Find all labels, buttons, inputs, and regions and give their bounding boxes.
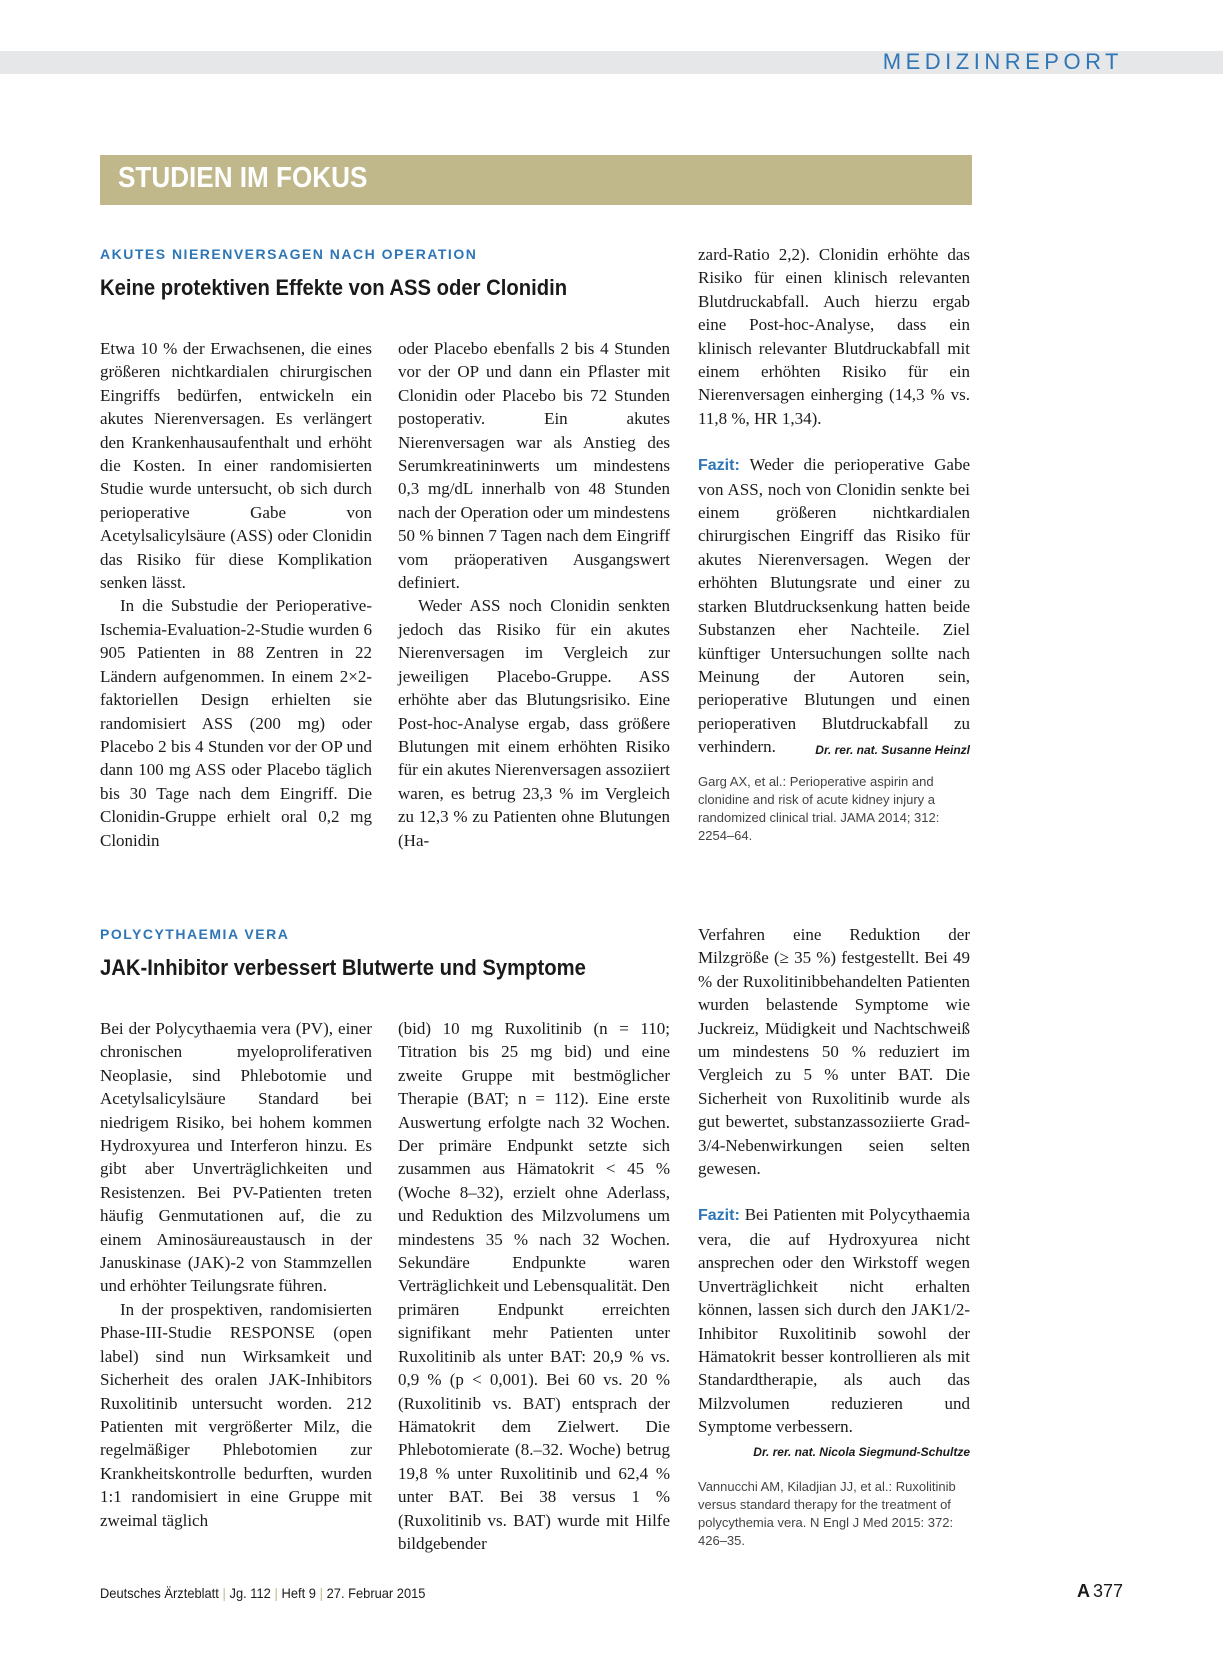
fazit-label: Fazit: xyxy=(698,1207,740,1225)
paragraph: oder Placebo ebenfalls 2 bis 4 Stunden vor der OP und dann ein Pflaster mit Clonidin oder Placebo bis 72 Stunden postoperativ. Ein akutes Nierenversagen war als Anstieg des Serumkreatininwerts um mindestens 0,3 mg/dL innerhalb von 48 Stunden nach der Operation oder um mindestens 50 % binnen 7 Tagen nach dem Eingriff vom präoperativen Ausgangswert definiert. xyxy=(398,339,670,593)
paragraph: (bid) 10 mg Ruxolitinib (n = 110; Titration bis 25 mg bid) und eine zweite Gruppe mit bestmöglicher Therapie (BAT; n = 112). Eine erste Auswertung erfolgte nach 32 Wochen. Der primäre Endpunkt setzte sich zusammen aus Hämatokrit < 45 % (Woche 8–32), erzielt ohne Aderlass, und Reduktion des Milzvolumens um mindestens 35 % nach 32 Wochen. Sekundäre Endpunkte waren Verträglichkeit und Lebensqualität. Den primären Endpunkt erreichten signifikant mehr Patienten unter Ruxolitinib als unter BAT: 20,9 % vs. 0,9 % (p < 0,001). Bei 60 vs. 20 % (Ruxolitinib vs. BAT) entsprach der Hämatokrit dem Zielwert. Die Phlebotomierate (8.–32. Woche) betrug 19,8 % unter Ruxolitinib und 62,4 % unter BAT. Bei 38 versus 1 % (Ruxolitinib vs. BAT) wurde mit Hilfe bildgebender xyxy=(398,1019,670,1553)
paragraph: zard-Ratio 2,2). Clonidin erhöhte das Risiko für einen klinisch relevanten Blutdruckabfall. Auch hierzu ergab eine Post-hoc-Analyse, dass ein klinisch relevanter Blutdruckabfall mit einem erhöhten Risiko für ein Nierenversagen einherging (14,3 % vs. 11,8 %, HR 1,34). xyxy=(698,245,970,428)
fazit-label: Fazit: xyxy=(698,457,740,475)
volume: Jg. 112 xyxy=(229,1585,271,1601)
article2-column-3 xyxy=(698,923,970,1550)
article2-headline: JAK-Inhibitor verbessert Blutwerte und Symptome xyxy=(100,955,586,980)
section-label: MEDIZINREPORT xyxy=(882,49,1123,74)
section-banner xyxy=(100,155,972,205)
paragraph: Bei der Polycythaemia vera (PV), einer chronischen myeloproliferativen Neoplasie, sind Phlebotomie und Acetylsalicylsäure Standard bei niedrigem Risiko, bei hohem kommen Hydroxyurea und Interferon hinzu. Es gibt aber Unverträglichkeiten und Resistenzen. Bei PV-Patienten treten häufig Genmutationen auf, die zu einem Aminosäureaustausch in der Januskinase (JAK)-2 von Stammzellen und erhöhter Teilungsrate führen. xyxy=(100,1019,372,1296)
article1-headline: Keine protektiven Effekte von ASS oder Clonidin xyxy=(100,275,568,300)
date: 27. Februar 2015 xyxy=(326,1585,426,1601)
page-number-value: 377 xyxy=(1092,1581,1123,1601)
reference: Vannucchi AM, Kiladjian JJ, et al.: Ruxolitinib versus standard therapy for the treatment of polycythemia vera. N Engl J Med 2015: 372: 426–35. xyxy=(698,1478,956,1548)
article1-kicker: AKUTES NIERENVERSAGEN NACH OPERATION xyxy=(100,246,478,262)
journal-name: Deutsches Ärzteblatt xyxy=(100,1585,219,1601)
author: Dr. rer. nat. Nicola Siegmund-Schultze xyxy=(753,1444,970,1459)
article1-column-1 xyxy=(100,337,372,852)
fazit-paragraph xyxy=(698,453,970,758)
reference: Garg AX, et al.: Perioperative aspirin and clonidine and risk of acute kidney injury a randomized clinical trial. JAMA 2014; 312: 2254–64. xyxy=(698,773,940,843)
article2-column-2 xyxy=(398,1017,670,1555)
fazit-text: Bei Patienten mit Polycythaemia vera, die auf Hydroxyurea nicht ansprechen oder den Wirkstoff wegen Unverträglichkeit nicht erhalten können, lassen sich durch den JAK1/2-Inhibitor Ruxolitinib sowohl der Hämatokrit besser kontrollieren als mit Standardtherapie, als auch das Milzvolumen reduzieren und Symptome verbessern. xyxy=(698,1205,970,1437)
paragraph: Etwa 10 % der Erwachsenen, die eines größeren nichtkardialen chirurgischen Eingriffs bedürfen, entwickeln ein akutes Nierenversagen. Es verlängert den Krankenhausaufenthalt und erhöht die Kosten. In einer randomisierten Studie wurde untersucht, ob sich durch perioperative Gabe von Acetylsalicylsäure (ASS) oder Clonidin das Risiko für diese Komplikation senken lässt. xyxy=(100,339,372,593)
article1-column-3 xyxy=(698,243,970,845)
article2-column-1 xyxy=(100,1017,372,1532)
paragraph: In die Substudie der Perioperative-Ischemia-Evaluation-2-Studie wurden 6 905 Patienten in 88 Zentren in 22 Ländern aufgenommen. In einem 2×2-faktoriellen Design erhielten sie randomisiert ASS (200 mg) oder Placebo 2 bis 4 Stunden vor der OP und dann 100 mg ASS oder Placebo täglich bis 30 Tage nach dem Eingriff. Die Clonidin-Gruppe erhielt oral 0,2 mg Clonidin xyxy=(100,596,372,850)
paragraph: Verfahren eine Reduktion der Milzgröße (≥ 35 %) festgestellt. Bei 49 % der Ruxolitinibbehandelten Patienten wurden belastende Symptome wie Juckreiz, Müdigkeit und Nachtschweiß um mindestens 50 % reduziert im Vergleich zu 5 % unter BAT. Die Sicherheit von Ruxolitinib wurde als gut bewertet, substanzassoziierte Grad-3/4-Nebenwirkungen seien selten gewesen. xyxy=(698,925,970,1179)
page-number xyxy=(1077,1581,1123,1602)
author: Dr. rer. nat. Susanne Heinzl xyxy=(815,743,970,758)
paragraph: Weder ASS noch Clonidin senkten jedoch das Risiko für ein akutes Nierenversagen im Vergleich zur jeweiligen Placebo-Gruppe. ASS erhöhte aber das Blutungsrisiko. Eine Post-hoc-Analyse ergab, dass größere Blutungen mit einem erhöhten Risiko für ein akutes Nierenversagen assoziiert waren, es betrug 23,3 % im Vergleich zu 12,3 % zu Patienten ohne Blutungen (Ha- xyxy=(398,596,670,850)
paragraph: In der prospektiven, randomisierten Phase-III-Studie RESPONSE (open label) sind nun Wirksamkeit und Sicherheit des oralen JAK-Inhibitors Ruxolitinib untersucht worden. 212 Patienten mit vergrößerter Milz, die regelmäßiger Phlebotomien zur Krankheitskontrolle bedurften, wurden 1:1 randomisiert in eine Gruppe mit zweimal täglich xyxy=(100,1299,372,1530)
fazit-paragraph xyxy=(698,1203,970,1438)
article2-kicker: POLYCYTHAEMIA VERA xyxy=(100,926,290,942)
article1-column-2 xyxy=(398,337,670,852)
fazit-text: Weder die perioperative Gabe von ASS, noch von Clonidin senkte bei einem größeren nichtkardialen chirurgischen Eingriff das Risiko für akutes Nierenversagen. Wegen der erhöhten Blutungsrate und einer zu starken Blutdrucksenkung hatten beide Substanzen eher Nachteile. Ziel künftiger Untersuchungen sollte nach Meinung der Autoren sein, perioperative Blutungen und einen perioperativen Blutdruckabfall zu verhindern. xyxy=(698,455,970,757)
footer: Deutsches Ärzteblatt | Jg. 112 | Heft 9 | 27. Februar 2015 xyxy=(100,1585,426,1601)
issue: Heft 9 xyxy=(281,1585,316,1601)
page-prefix: A xyxy=(1076,1581,1090,1601)
banner-title: STUDIEN IM FOKUS xyxy=(118,162,368,194)
